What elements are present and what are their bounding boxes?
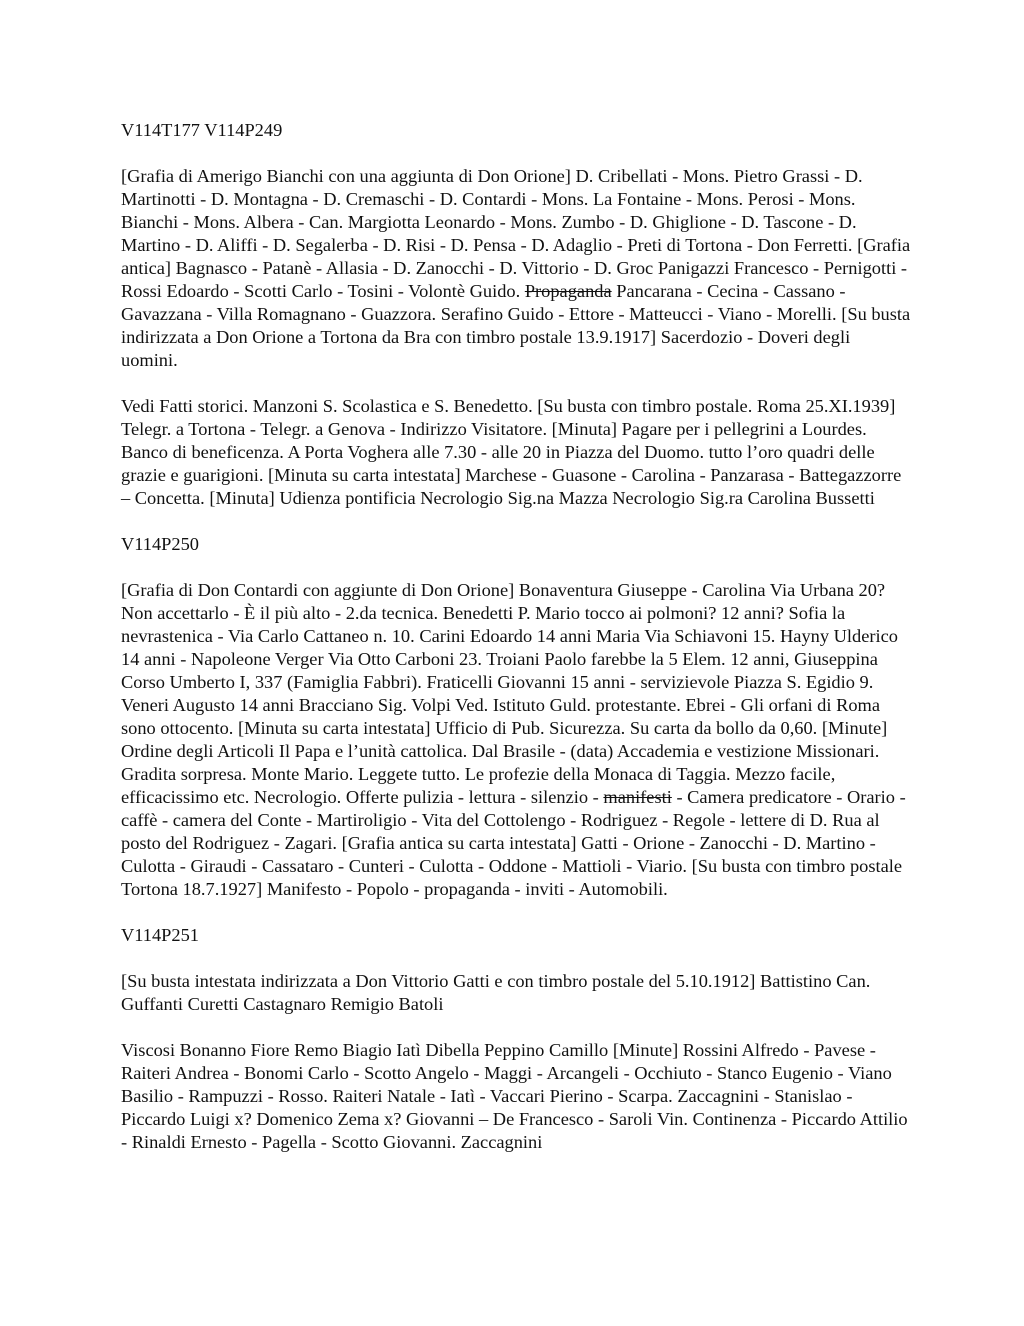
header-text: V114P251 <box>121 925 199 945</box>
paragraph-text: Pancarana - Cecina - Cassano - Gavazzana - Villa Romagnano - Guazzora. Serafino Guido - Ettore - Matteucci - Viano - Morelli. [Su busta indirizzata a Don Orione a Tortona da Bra con timbro postale 13.9.1917] Sacerdozio - Doveri degli uomini. <box>121 281 911 370</box>
paragraph-busta-gatti <box>121 970 911 1016</box>
paragraph-text: Viscosi Bonanno Fiore Remo Biagio Iatì Dibella Peppino Camillo [Minute] Rossini Alfredo - Pavese - Raiteri Andrea - Bonomi Carlo - Scotto Angelo - Maggi - Arcangeli - Occhiuto - Stanco Eugenio - Viano Basilio - Rampuzzi - Rosso. Raiteri Natale - Iatì - Vaccari Pierino - Scarpa. Zaccagnini - Stanislao - Piccardo Luigi x? Domenico Zema x? Giovanni – De Francesco - Saroli Vin. Continenza - Piccardo Attilio - Rinaldi Ernesto - Pagella - Scotto Giovanni. Zaccagnini <box>121 1040 908 1152</box>
section-header-v114p250 <box>121 533 911 556</box>
document-body <box>121 119 911 1177</box>
section-header-v114t177 <box>121 119 911 142</box>
header-text: V114P250 <box>121 534 199 554</box>
paragraph-text: Vedi Fatti storici. Manzoni S. Scolastica e S. Benedetto. [Su busta con timbro postale. Roma 25.XI.1939] Telegr. a Tortona - Telegr. a Genova - Indirizzo Visitatore. [Minuta] Pagare per i pellegrini a Lourdes. Banco di beneficenza. A Porta Voghera alle 7.30 - alle 20 in Piazza del Duomo. tutto l’oro quadri delle grazie e guarigioni. [Minuta su carta intestata] Marchese - Guasone - Carolina - Panzarasa - Battegazzorre – Concetta. [Minuta] Udienza pontificia Necrologio Sig.na Mazza Necrologio Sig.ra Carolina Bussetti <box>121 396 902 508</box>
paragraph-text: [Su busta intestata indirizzata a Don Vittorio Gatti e con timbro postale del 5.10.1912] Battistino Can. Guffanti Curetti Castagnaro Remigio Batoli <box>121 971 871 1014</box>
paragraph-amerigo-bianchi <box>121 165 911 372</box>
header-text: V114T177 V114P249 <box>121 120 283 140</box>
paragraph-viscosi <box>121 1039 911 1154</box>
paragraph-text: [Grafia di Amerigo Bianchi con una aggiunta di Don Orione] D. Cribellati - Mons. Pietro Grassi - D. Martinotti - D. Montagna - D. Cremaschi - D. Contardi - Mons. La Fontaine - Mons. Perosi - Mons. Bianchi - Mons. Albera - Can. Margiotta Leonardo - Mons. Zumbo - D. Ghiglione - D. Tascone - D. Martino - D. Aliffi - D. Segalerba - D. Risi - D. Pensa - D. Adaglio - Preti di Tortona - Don Ferretti. [Grafia antica] Bagnasco - Patanè - Allasia - D. Zanocchi - D. Vittorio - D. Groc Panigazzi Francesco - Pernigotti - Rossi Edoardo - Scotti Carlo - Tosini - Volontè Guido. <box>121 166 911 301</box>
paragraph-fatti-storici <box>121 395 911 510</box>
struck-word: Propaganda <box>524 281 612 301</box>
section-header-v114p251 <box>121 924 911 947</box>
paragraph-text: [Grafia di Don Contardi con aggiunte di Don Orione] Bonaventura Giuseppe - Carolina Via Urbana 20? Non accettarlo - È il più alto - 2.da tecnica. Benedetti P. Mario tocco ai polmoni? 12 anni? Sofia la nevrastenica - Via Carlo Cattaneo n. 10. Carini Edoardo 14 anni Maria Via Schiavoni 15. Hayny Ulderico 14 anni - Napoleone Verger Via Otto Carboni 23. Troiani Paolo farebbe la 5 Elem. 12 anni, Giuseppina Corso Umberto I, 337 (Famiglia Fabbri). Fraticelli Giovanni 15 anni - servizievole Piazza S. Egidio 9. Veneri Augusto 14 anni Bracciano Sig. Volpi Ved. Istituto Guld. protestante. Ebrei - Gli orfani di Roma sono ottocento. [Minuta su carta intestata] Ufficio di Pub. Sicurezza. Su carta da bollo da 0,60. [Minute] Ordine degli Articoli Il Papa e l’unità cattolica. Dal Brasile - (data) Accademia e vestizione Missionari. Gradita sorpresa. Monte Mario. Leggete tutto. Le profezie della Monaca di Taggia. Mezzo facile, efficacissimo etc. Necrologio. Offerte pulizia - lettura - silenzio - <box>121 580 898 807</box>
struck-word: manifesti <box>603 787 672 807</box>
paragraph-don-contardi <box>121 579 911 901</box>
paragraph-text: - Camera predicatore - Orario - caffè - camera del Conte - Martiroligio - Vita del Cottolengo - Rodriguez - Regole - lettere di D. Rua al posto del Rodriguez - Zagari. [Grafia antica su carta intestata] Gatti - Orione - Zanocchi - D. Martino - Culotta - Giraudi - Cassataro - Cunteri - Culotta - Oddone - Mattioli - Viario. [Su busta con timbro postale Tortona 18.7.1927] Manifesto - Popolo - propaganda - inviti - Automobili. <box>121 787 906 899</box>
